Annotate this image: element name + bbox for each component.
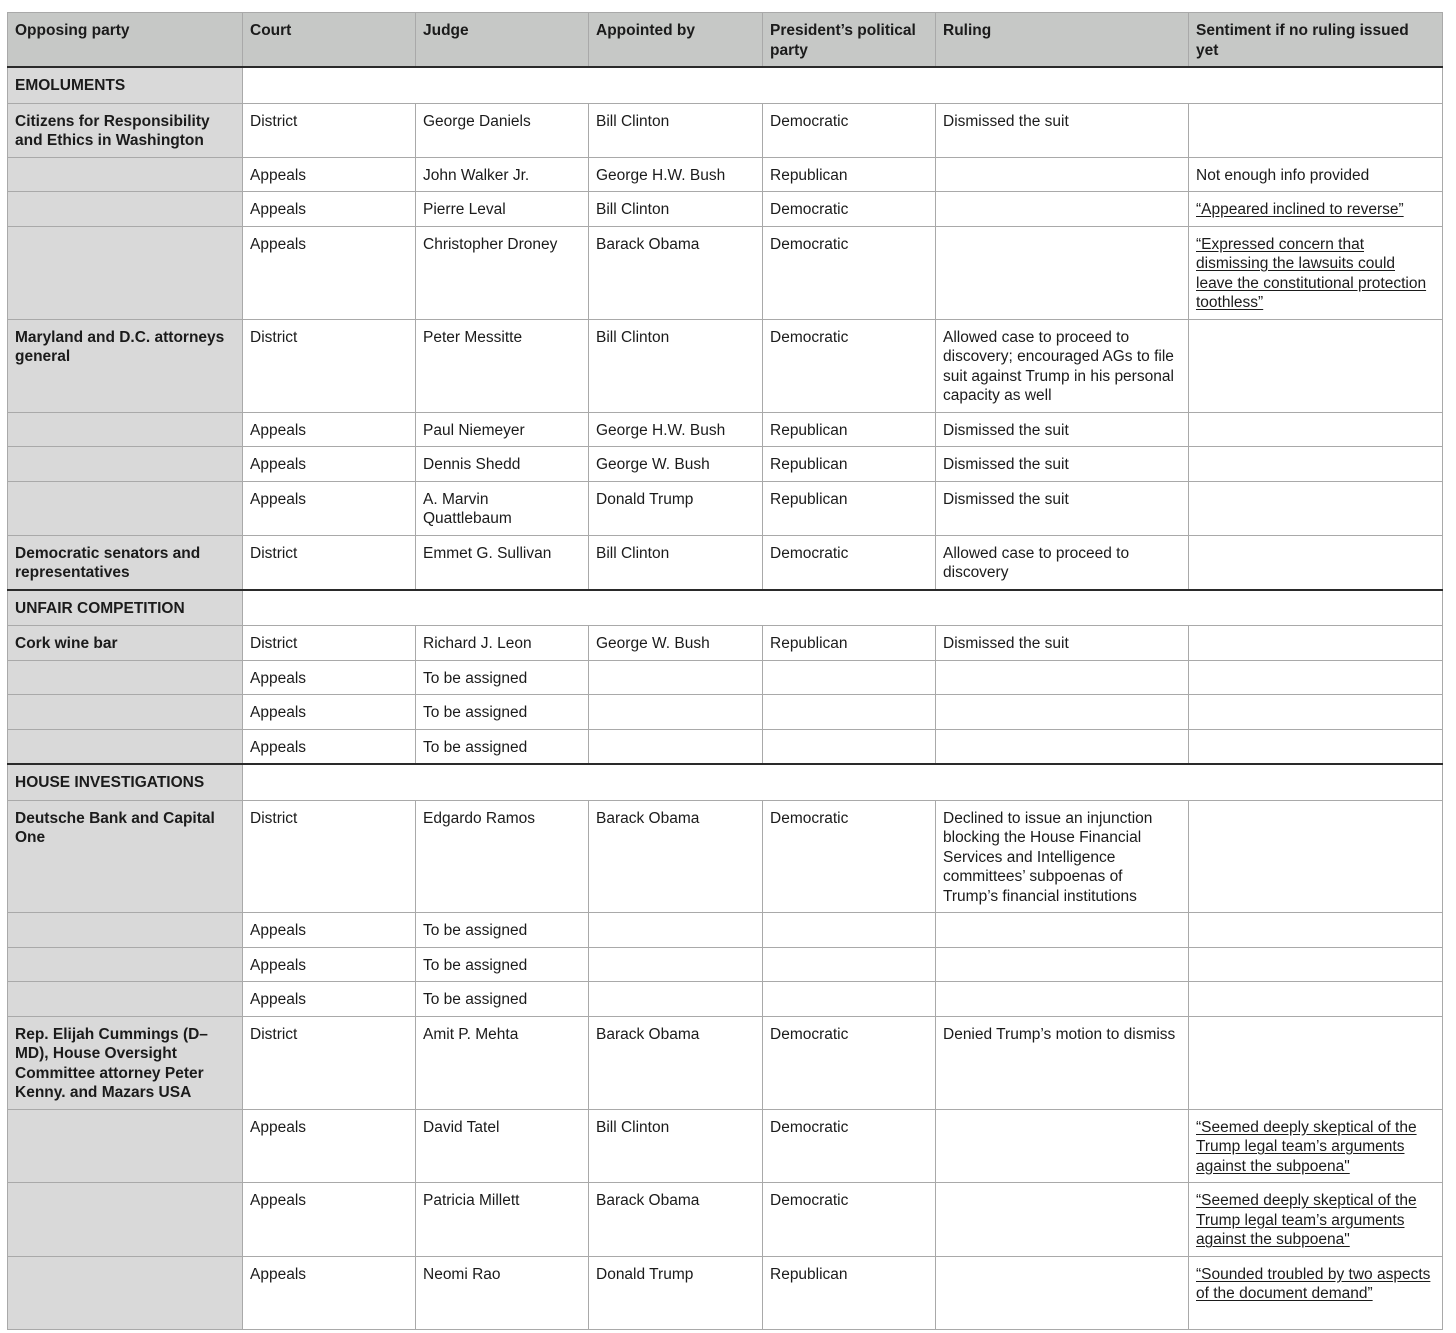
table-row [8,103,1443,157]
sentiment-cell: Not enough info provided [1189,157,1443,192]
ruling-cell [936,913,1189,948]
sentiment-cell [1189,412,1443,447]
appointed-by-cell: George W. Bush [589,626,763,661]
political-party-cell: Democratic [763,800,936,913]
opposing-party-cell [8,913,243,948]
table-row [8,729,1443,764]
ruling-cell [936,1109,1189,1183]
sentiment-cell [1189,800,1443,913]
judge-cell: Richard J. Leon [416,626,589,661]
court-cell: Appeals [243,412,416,447]
political-party-cell: Democratic [763,319,936,412]
political-party-cell: Democratic [763,103,936,157]
opposing-party-cell [8,226,243,319]
header-opposing-party: Opposing party [8,13,243,68]
table-row [8,1256,1443,1329]
court-cell: District [243,535,416,590]
sentiment-cell [1189,226,1443,319]
opposing-party-cell [8,1183,243,1257]
ruling-cell: Dismissed the suit [936,481,1189,535]
court-cell: District [243,800,416,913]
political-party-cell: Democratic [763,1109,936,1183]
opposing-party-cell [8,157,243,192]
sentiment-cell [1189,447,1443,482]
judge-cell: To be assigned [416,982,589,1017]
appointed-by-cell: Bill Clinton [589,1109,763,1183]
section-title: EMOLUMENTS [8,67,243,103]
ruling-cell [936,1183,1189,1257]
ruling-cell: Declined to issue an injunction blocking the House Financial Services and Intelligence committees’ subpoenas of Trump’s financial institutions [936,800,1189,913]
court-cell: Appeals [243,729,416,764]
sentiment-cell [1189,535,1443,590]
sentiment-cell [1189,660,1443,695]
table-row [8,1016,1443,1109]
judge-cell: Amit P. Mehta [416,1016,589,1109]
appointed-by-cell: Barack Obama [589,800,763,913]
ruling-cell [936,729,1189,764]
opposing-party-cell: Democratic senators and representatives [8,535,243,590]
court-cell: Appeals [243,481,416,535]
appointed-by-cell: Bill Clinton [589,535,763,590]
table-row [8,481,1443,535]
sentiment-cell [1189,1183,1443,1257]
sentiment-cell [1189,1256,1443,1329]
table-row [8,192,1443,227]
ruling-cell [936,1256,1189,1329]
sentiment-cell [1189,626,1443,661]
ruling-cell: Dismissed the suit [936,412,1189,447]
opposing-party-cell [8,660,243,695]
judge-cell: To be assigned [416,695,589,730]
court-cell: Appeals [243,1109,416,1183]
political-party-cell: Republican [763,412,936,447]
sentiment-cell [1189,319,1443,412]
section-blank [243,590,1443,626]
appointed-by-cell: George W. Bush [589,447,763,482]
sentiment-cell [1189,729,1443,764]
sentiment-link[interactable]: “Seemed deeply skeptical of the Trump legal team’s arguments against the subpoena" [1196,1118,1417,1175]
political-party-cell: Democratic [763,535,936,590]
opposing-party-cell: Rep. Elijah Cummings (D–MD), House Oversight Committee attorney Peter Kenny. and Mazars USA [8,1016,243,1109]
section-blank [243,67,1443,103]
table-row [8,535,1443,590]
ruling-cell [936,226,1189,319]
opposing-party-cell [8,412,243,447]
court-cell: Appeals [243,157,416,192]
sentiment-cell [1189,947,1443,982]
sentiment-link[interactable]: “Sounded troubled by two aspects of the document demand” [1196,1265,1431,1302]
judge-cell: Paul Niemeyer [416,412,589,447]
header-judge: Judge [416,13,589,68]
appointed-by-cell: George H.W. Bush [589,157,763,192]
judge-cell: Pierre Leval [416,192,589,227]
sentiment-cell [1189,1016,1443,1109]
court-cell: District [243,319,416,412]
judge-cell: To be assigned [416,729,589,764]
sentiment-cell [1189,982,1443,1017]
header-sentiment: Sentiment if no ruling issued yet [1189,13,1443,68]
ruling-cell [936,982,1189,1017]
table-header [8,13,1443,68]
table-row [8,157,1443,192]
opposing-party-cell [8,947,243,982]
appointed-by-cell: George H.W. Bush [589,412,763,447]
table-row [8,947,1443,982]
court-cell: Appeals [243,660,416,695]
table-row [8,319,1443,412]
political-party-cell: Democratic [763,192,936,227]
ruling-cell [936,157,1189,192]
table-row [8,800,1443,913]
header-appointed-by: Appointed by [589,13,763,68]
table-row [8,660,1443,695]
appointed-by-cell: Bill Clinton [589,319,763,412]
sentiment-cell [1189,192,1443,227]
header-row [8,13,1443,68]
political-party-cell: Republican [763,157,936,192]
court-cell: District [243,103,416,157]
court-cell: Appeals [243,913,416,948]
ruling-cell: Allowed case to proceed to discovery; encouraged AGs to file suit against Trump in his personal capacity as well [936,319,1189,412]
table-container [7,12,1442,1330]
table-row [8,913,1443,948]
header-political-party: President’s political party [763,13,936,68]
table-row [8,1109,1443,1183]
section-row [8,590,1443,626]
political-party-cell [763,729,936,764]
sentiment-link[interactable]: “Seemed deeply skeptical of the Trump legal team’s arguments against the subpoena" [1196,1192,1417,1248]
opposing-party-cell: Maryland and D.C. attorneys general [8,319,243,412]
political-party-cell: Republican [763,626,936,661]
sentiment-cell [1189,103,1443,157]
appointed-by-cell: Bill Clinton [589,192,763,227]
court-cell: Appeals [243,695,416,730]
sentiment-cell [1189,481,1443,535]
judge-cell: Christopher Droney [416,226,589,319]
section-row [8,764,1443,800]
court-cell: District [243,626,416,661]
ruling-cell [936,695,1189,730]
opposing-party-cell [8,192,243,227]
court-cell: Appeals [243,226,416,319]
appointed-by-cell [589,660,763,695]
judge-cell: Peter Messitte [416,319,589,412]
political-party-cell: Democratic [763,1183,936,1257]
court-cell: Appeals [243,192,416,227]
political-party-cell: Democratic [763,226,936,319]
political-party-cell [763,695,936,730]
appointed-by-cell [589,947,763,982]
appointed-by-cell: Barack Obama [589,1183,763,1257]
court-cell: Appeals [243,947,416,982]
ruling-cell: Dismissed the suit [936,626,1189,661]
table-row [8,982,1443,1017]
appointed-by-cell: Donald Trump [589,481,763,535]
opposing-party-cell: Deutsche Bank and Capital One [8,800,243,913]
ruling-cell: Denied Trump’s motion to dismiss [936,1016,1189,1109]
political-party-cell: Republican [763,481,936,535]
table-row [8,412,1443,447]
political-party-cell [763,913,936,948]
sentiment-cell [1189,913,1443,948]
header-court: Court [243,13,416,68]
ruling-cell: Dismissed the suit [936,103,1189,157]
opposing-party-cell [8,447,243,482]
table-body [8,67,1443,1329]
appointed-by-cell [589,729,763,764]
political-party-cell [763,660,936,695]
court-cell: District [243,1016,416,1109]
judge-cell: John Walker Jr. [416,157,589,192]
ruling-cell [936,192,1189,227]
judge-cell: Edgardo Ramos [416,800,589,913]
opposing-party-cell [8,729,243,764]
judge-cell: Emmet G. Sullivan [416,535,589,590]
ruling-cell [936,947,1189,982]
opposing-party-cell [8,1109,243,1183]
appointed-by-cell: Barack Obama [589,1016,763,1109]
political-party-cell: Democratic [763,1016,936,1109]
opposing-party-cell [8,481,243,535]
appointed-by-cell [589,982,763,1017]
judges-table [7,12,1443,1330]
appointed-by-cell: Bill Clinton [589,103,763,157]
ruling-cell [936,660,1189,695]
judge-cell: To be assigned [416,913,589,948]
political-party-cell: Republican [763,447,936,482]
court-cell: Appeals [243,447,416,482]
judge-cell: George Daniels [416,103,589,157]
table-row [8,626,1443,661]
section-title: UNFAIR COMPETITION [8,590,243,626]
table-row [8,226,1443,319]
political-party-cell [763,982,936,1017]
appointed-by-cell: Barack Obama [589,226,763,319]
table-row [8,447,1443,482]
sentiment-link[interactable]: “Expressed concern that dismissing the lawsuits could leave the constitutional protection toothless” [1196,235,1427,311]
section-title: HOUSE INVESTIGATIONS [8,764,243,800]
judge-cell: Dennis Shedd [416,447,589,482]
ruling-cell: Dismissed the suit [936,447,1189,482]
judge-cell: To be assigned [416,660,589,695]
opposing-party-cell: Citizens for Responsibility and Ethics in Washington [8,103,243,157]
opposing-party-cell [8,982,243,1017]
judge-cell: Patricia Millett [416,1183,589,1257]
section-blank [243,764,1443,800]
appointed-by-cell: Donald Trump [589,1256,763,1329]
court-cell: Appeals [243,1183,416,1257]
court-cell: Appeals [243,982,416,1017]
judge-cell: A. Marvin Quattlebaum [416,481,589,535]
opposing-party-cell [8,1256,243,1329]
opposing-party-cell [8,695,243,730]
political-party-cell: Republican [763,1256,936,1329]
political-party-cell [763,947,936,982]
sentiment-cell [1189,1109,1443,1183]
judge-cell: To be assigned [416,947,589,982]
ruling-cell: Allowed case to proceed to discovery [936,535,1189,590]
table-row [8,1183,1443,1257]
opposing-party-cell: Cork wine bar [8,626,243,661]
table-row [8,695,1443,730]
judge-cell: David Tatel [416,1109,589,1183]
judge-cell: Neomi Rao [416,1256,589,1329]
appointed-by-cell [589,913,763,948]
section-row [8,67,1443,103]
appointed-by-cell [589,695,763,730]
court-cell: Appeals [243,1256,416,1329]
sentiment-cell [1189,695,1443,730]
header-ruling: Ruling [936,13,1189,68]
sentiment-link[interactable]: “Appeared inclined to reverse” [1196,201,1404,218]
